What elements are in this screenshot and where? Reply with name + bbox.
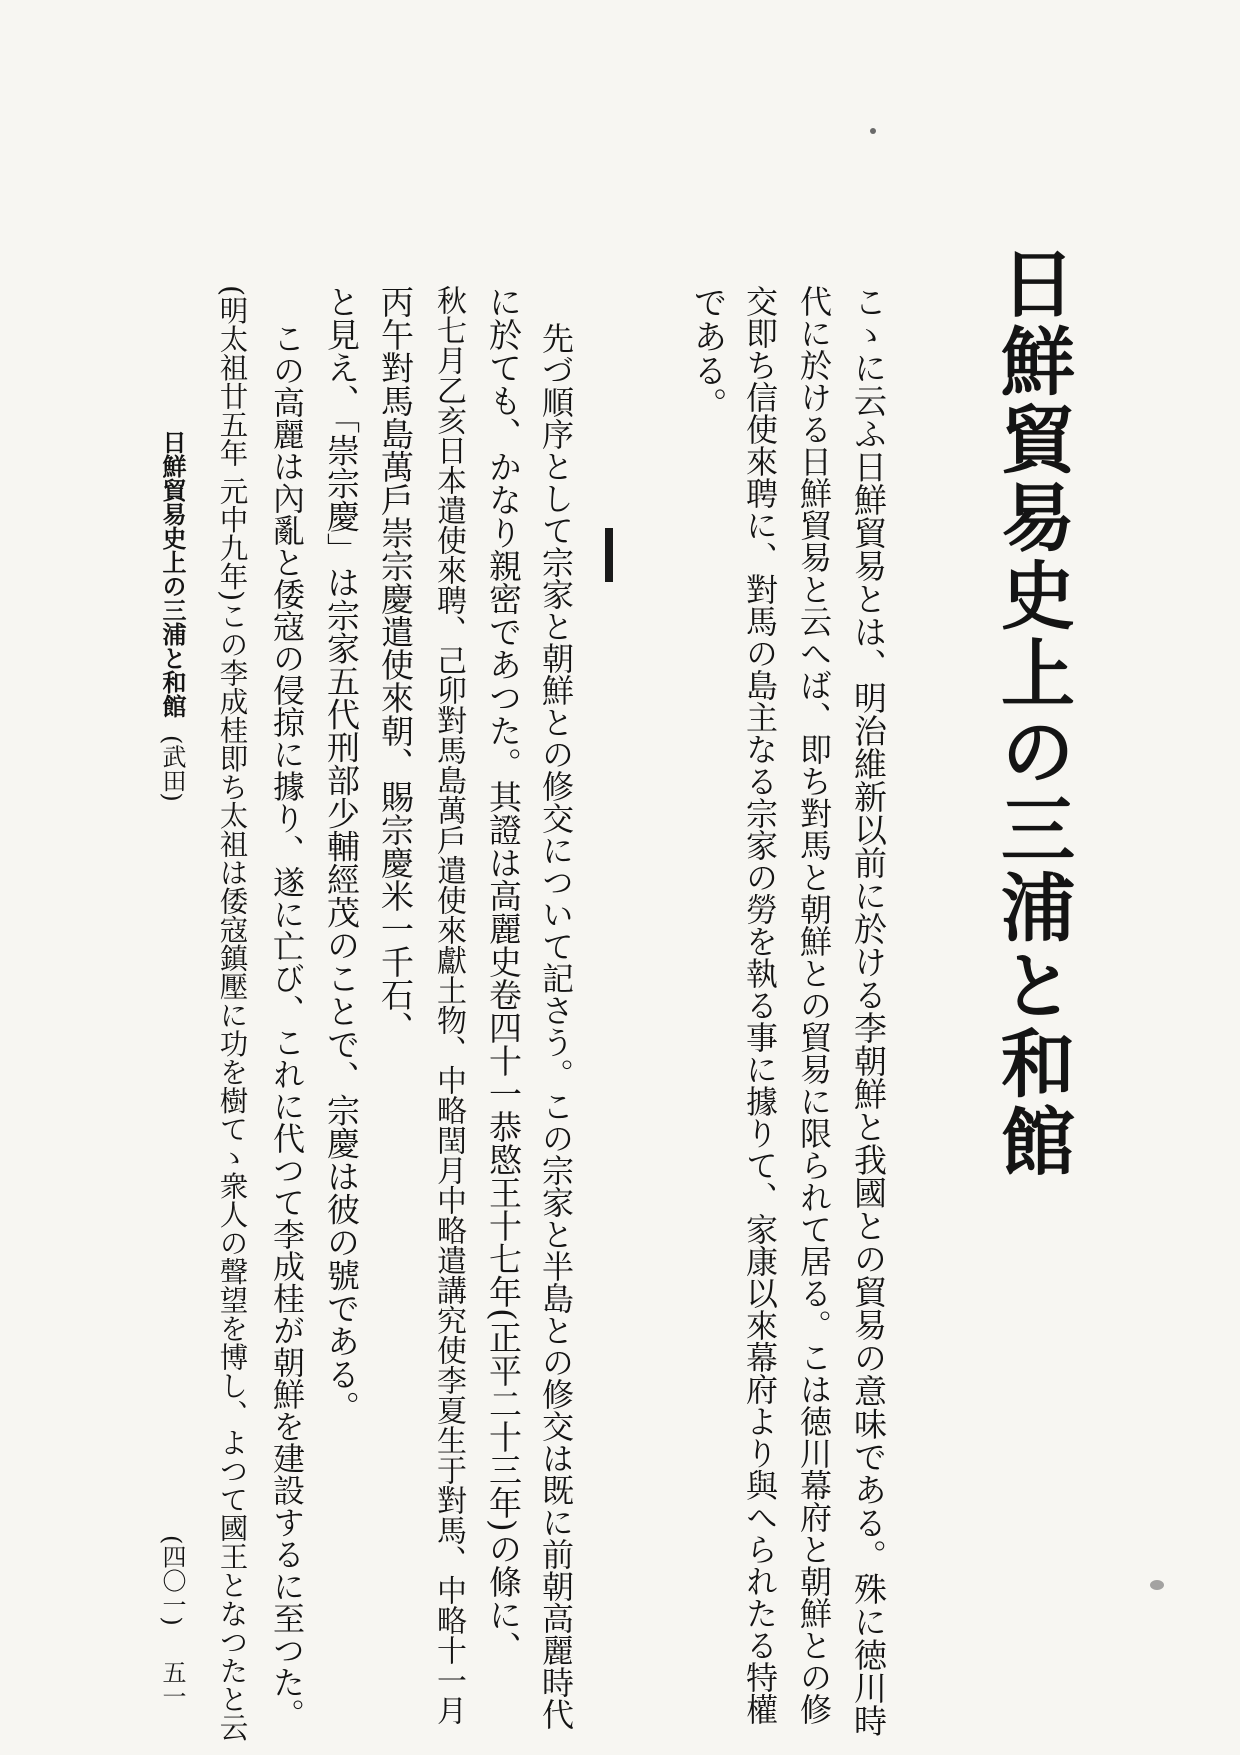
body-line-6: この高麗は內亂と倭寇の侵掠に據り、遂に亡び、これに代つて李成桂が朝鮮を建設するに至つた。 [268, 322, 306, 1730]
scan-speck [1150, 1580, 1164, 1590]
body-line-1: 先づ順序として宗家と朝鮮との修交について記さう。この宗家と半島との修交は既に前朝高麗時代 [537, 322, 575, 1730]
scan-speck [870, 128, 876, 134]
author-name: (武田) [158, 735, 186, 802]
intro-line-2: 代に於ける日鮮貿易と云へば、即ち對馬と朝鮮との貿易に限られて居る。こは徳川幕府と朝鮮との修 [795, 285, 833, 1725]
body-line-5: と見え、「崇宗慶」は宗家五代刑部少輔經茂のことで、宗慶は彼の號である。 [322, 285, 361, 1424]
running-title: 日鮮貿易史上の三浦と和館 [158, 430, 187, 718]
serial-number: (四〇一) [158, 1535, 186, 1626]
body-line-7: (明太祖廿五年 元中九年)この李成桂即ち太祖は倭寇鎮壓に功を樹てゝ衆人の聲望を博し、よつて國王となつたと云 [215, 285, 249, 1742]
body-line-2: に於ても、かなり親密であつた。其證は高麗史卷四十一恭愍王十七年(正平二十三年)の條に、 [484, 285, 523, 1664]
article-title: 日鮮貿易史上の三浦と和館 [989, 245, 1075, 1181]
intro-line-4: である。 [687, 285, 727, 421]
intro-line-1: こゝに云ふ日鮮貿易とは、明治維新以前に於ける李朝鮮と我國との貿易の意味である。殊に徳川時 [849, 285, 888, 1737]
body-line-4: 丙午對馬島萬戶崇宗慶遣使來朝、賜宗慶米一千石、 [376, 285, 415, 1044]
page-number: 五一 [158, 1660, 186, 1708]
section-number-one [605, 528, 613, 582]
intro-line-3: 交即ち信使來聘に、對馬の島主なる宗家の勞を執る事に據りて、家康以來幕府より與へられたる特權 [741, 285, 779, 1725]
body-line-3: 秋七月乙亥日本遣使來聘、己卯對馬島萬戶遣使來獻土物、中略閏月中略遣講究使李夏生于對馬、中略十一月 [431, 285, 466, 1725]
